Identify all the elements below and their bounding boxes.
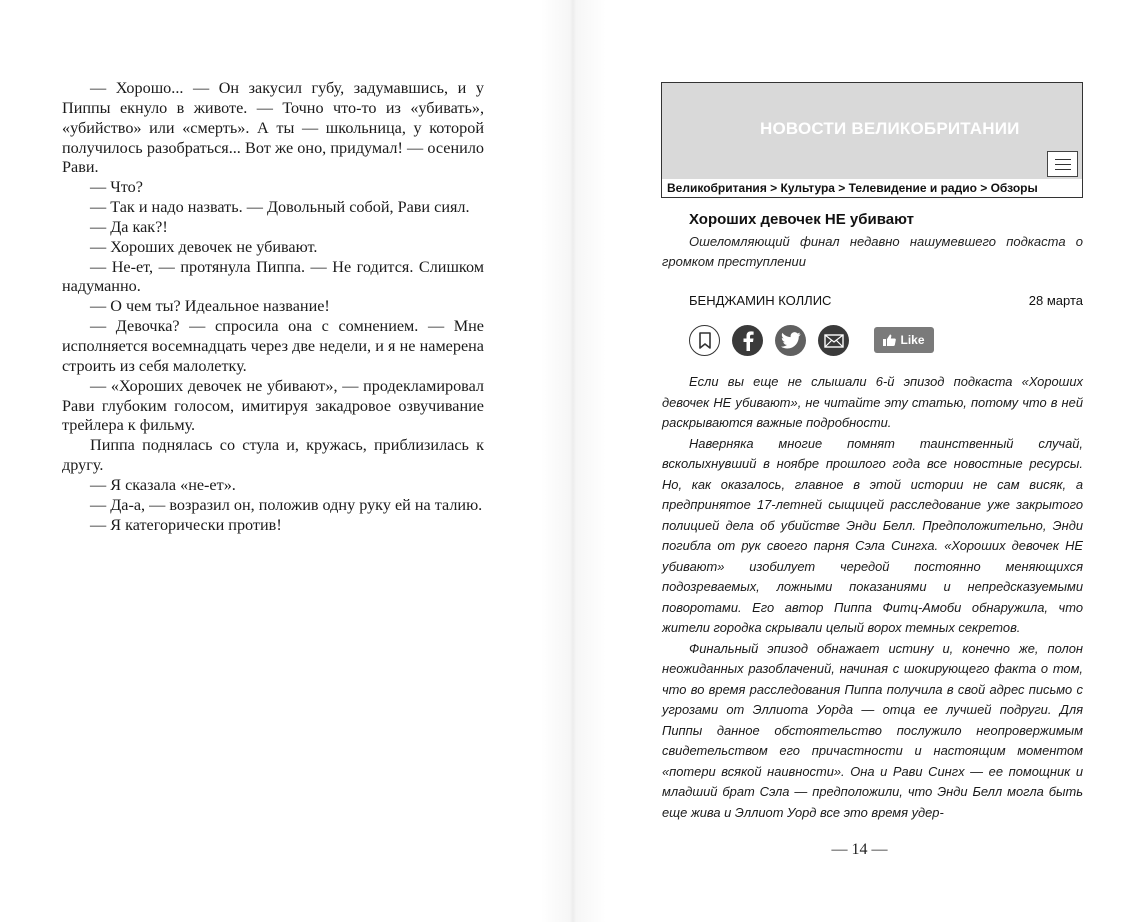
page-number: — 14 — — [831, 841, 888, 858]
news-banner — [662, 83, 1082, 179]
left-paragraph: — Хорошо... — Он закусил губу, задумавшись, и у Пиппы екнуло в животе. — Точно что-то из «убивать», «убийство» или «смерть». А ты — школьница, у которой получилось разобраться... Вот же оно, придумал! — осенило Рави. — [62, 79, 484, 177]
left-paragraph: — О чем ты? Идеальное название! — [90, 297, 330, 316]
left-paragraph: — Я категорически против! — [90, 515, 282, 534]
left-paragraph: — Не-ет, — протянула Пиппа. — Не годится. Слишком надуманно. — [62, 257, 484, 296]
left-page-text — [62, 79, 484, 535]
left-paragraph: — Я сказала «не-ет». — [90, 475, 236, 494]
like-label: Like — [900, 333, 925, 347]
article-paragraph: Наверняка многие помнят таинственный случай, всколыхнувший в ноябре прошлого года все новостные ресурсы. Но, как оказалось, главное в этой истории не сам висяк, а предпринятое 17-летней сыщицей расследование уже закрытого полицией дела об убийстве Энди Белл. Предположительно, Энди погибла от рук своего парня Сэла Сингха. «Хороших девочек НЕ убивают» изобилует чередой постоянно меняющихся подозреваемых, ложными показаниями и непредсказуемыми поворотами. Его автор Пиппа Фитц-Амоби обнаружила, что жители городка скрывали целый ворох темных секретов. — [662, 435, 1083, 635]
twitter-icon[interactable] — [775, 325, 806, 356]
article-subtitle: Ошеломляющий финал недавно нашумевшего подкаста о громком преступлении — [662, 234, 1083, 269]
article-author: БЕНДЖАМИН КОЛЛИС — [689, 293, 832, 308]
left-paragraph: — Хороших девочек не убивают. — [90, 237, 318, 256]
facebook-icon[interactable] — [732, 325, 763, 356]
left-paragraph: — Что? — [90, 178, 143, 197]
article-title: Хороших девочек НЕ убивают — [689, 211, 914, 228]
breadcrumb[interactable]: Великобритания > Культура > Телевидение и радио > Обзоры — [667, 181, 1038, 195]
bookmark-icon[interactable] — [689, 325, 720, 356]
article-body — [662, 372, 1083, 823]
article-paragraph: Если вы еще не слышали 6-й эпизод подкаста «Хороших девочек НЕ убивают», не читайте эту статью, потому что в ней раскрываются важные подробности. — [662, 374, 1083, 430]
left-paragraph: — Так и надо назвать. — Довольный собой, Рави сиял. — [90, 198, 470, 217]
mail-icon[interactable] — [818, 325, 849, 356]
left-paragraph: — Девочка? — спросила она с сомнением. — Мне исполняется восемнадцать через две недели, и я не намерена строить из себя малолетку. — [62, 317, 484, 375]
left-paragraph: — Да как?! — [90, 217, 168, 236]
left-paragraph: Пиппа поднялась со стула и, кружась, приблизилась к другу. — [62, 436, 484, 475]
article-paragraph: Финальный эпизод обнажает истину и, конечно же, полон неожиданных разоблачений, начиная с шокирующего факта о том, что во время расследования Пиппа получила в свой адрес письмо с угрозами от Эллиота Уорда — отца ее лучшей подруги. Для Пиппы данное обстоятельство послужило неопровержимым свидетельством его причастности и настоящим моментом «потери всякой наивности». Она и Рави Сингх — ее помощник и младший брат Сэла — предположили, что Энди Белл могла быть еще жива и Эллиот Уорд все это время удер- — [662, 640, 1083, 820]
like-button[interactable] — [874, 327, 934, 353]
article-date: 28 марта — [1028, 293, 1083, 308]
thumbs-up-icon — [883, 334, 896, 346]
news-site-title: НОВОСТИ ВЕЛИКОБРИТАНИИ — [760, 119, 1020, 138]
left-paragraph: — Да-а, — возразил он, положив одну руку ей на талию. — [90, 495, 483, 514]
hamburger-menu-icon[interactable] — [1047, 151, 1078, 177]
news-site-header — [661, 82, 1083, 198]
left-paragraph: — «Хороших девочек не убивают», — продекламировал Рави глубоким голосом, имитируя закадровое озвучивание трейлера к фильму. — [62, 376, 484, 435]
